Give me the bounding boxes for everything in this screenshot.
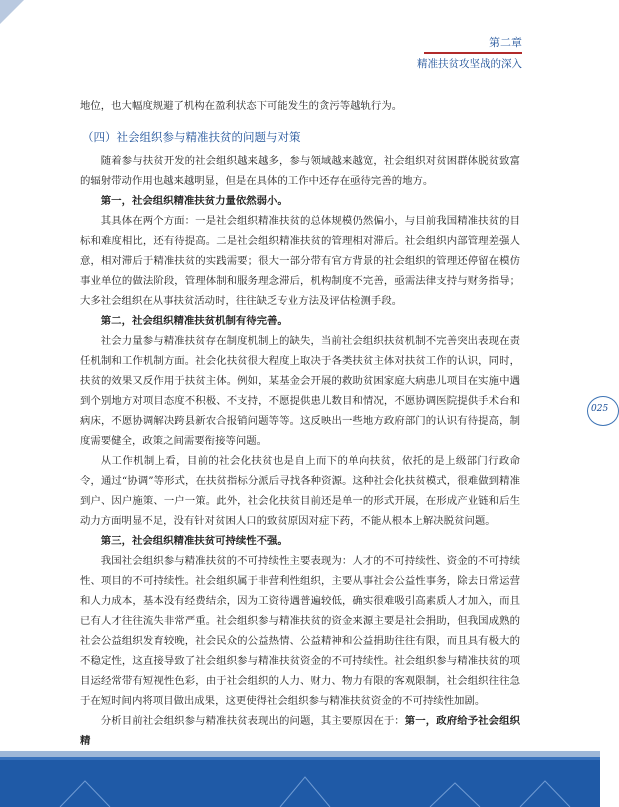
subheading-first: 第一，社会组织精准扶贫力量依然弱小。 [100, 195, 288, 207]
chapter-label: 第二章 [489, 36, 522, 49]
corner-fold-mark [0, 0, 24, 24]
header-rule [424, 52, 522, 54]
paragraph-bold-text: 第一，政府给予社会组织精 [80, 715, 521, 747]
paragraph: 社会力量参与精准扶贫存在制度机制上的缺失，当前社会组织扶贫机制不完善突出表现在责任机制和工作机制方面。社会化扶贫很大程度上取决于各类扶贫主体对扶贫工作的认识，同时，扶贫的效果又反作用于扶贫主体。例如，某基金会开展的救助贫困家庭大病患儿项目在实施中遇到个别地方对项目态度不积极、不支持，不愿提供患儿数目和情况，不愿协调医院提供手术台和病床，不愿协调解决跨县新农合报销问题等等。这反映出一些地方政府部门的认识有待提高，制度需要健全，政策之间需要衔接等问题。 [80, 335, 520, 447]
paragraph: 其具体在两个方面：一是社会组织精准扶贫的总体规模仍然偏小，与目前我国精准扶贫的目标和难度相比，还有待提高。二是社会组织精准扶贫的管理相对滞后。社会组织内部管理差强人意，相对滞后于精准扶贫的实践需要；很大一部分带有官方背景的社会组织的管理还停留在模仿事业单位的做法阶段，管理体制和服务理念滞后，机构制度不完善，亟需法律支持与财务指导；大多社会组织在从事扶贫活动时，往往缺乏专业方法及评估检测手段。 [80, 215, 520, 307]
paragraph: 我国社会组织参与精准扶贫的不可持续性主要表现为：人才的不可持续性、资金的不可持续性、项目的不可持续性。社会组织属于非营利性组织，主要从事社会公益性事务，除去日常运营和人力成本，基本没有经费结余，因为工资待遇普遍较低，确实很难吸引高素质人才加入，而且已有人才往往流失非常严重。社会组织参与精准扶贫的资金来源主要是社会捐助，但我国成熟的社会公益组织发育较晚，社会民众的公益热情、公益精神和公益捐助往往有限，而且具有极大的不稳定性，这直接导致了社会组织参与精准扶贫资金的不可持续性。社会组织参与精准扶贫的项目运经常带有短视性色彩，由于社会组织的人力、财力、物力有限的客观限制，社会组织往往急于在短时间内将项目做出成果，这更使得社会组织参与精准扶贫资金的不可持续性加剧。 [80, 555, 520, 707]
page-body [80, 96, 520, 751]
paragraph-text: 分析目前社会组织参与精准扶贫表现出的问题，其主要原因在于： [100, 715, 405, 727]
paragraph: 随着参与扶贫开发的社会组织越来越多，参与领域越来越宽，社会组织对贫困群体脱贫致富的辐射带动作用也越来越明显，但是在具体的工作中还存在亟待完善的地方。 [80, 155, 520, 187]
subheading-third: 第三，社会组织精准扶贫可持续性不强。 [100, 535, 288, 547]
subheading-second: 第二，社会组织精准扶贫机制有待完善。 [100, 315, 288, 327]
chapter-title: 精准扶贫攻坚战的深入 [417, 58, 522, 70]
page-number-badge [587, 396, 619, 426]
paragraph-last [80, 711, 520, 751]
section-heading: （四）社会组织参与精准扶贫的问题与对策 [82, 130, 301, 144]
page-number: 025 [591, 404, 609, 414]
paragraph: 地位，也大幅度规避了机构在盈利状态下可能发生的贪污等越轨行为。 [80, 100, 403, 112]
paragraph: 从工作机制上看，目前的社会化扶贫也是自上而下的单向扶贫，依托的是上级部门行政命令，通过“协调”等形式，在扶贫指标分派后寻找各种资源。这种社会化扶贫模式，很难做到精准到户、因户施策、一户一策。此外，社会化扶贫目前还是单一的形式开展，在形成产业链和后生动力方面明显不足，没有针对贫困人口的致贫原因对症下药，不能从根本上解决脱贫问题。 [80, 455, 520, 527]
running-header [417, 36, 522, 71]
footer-band [0, 751, 600, 807]
